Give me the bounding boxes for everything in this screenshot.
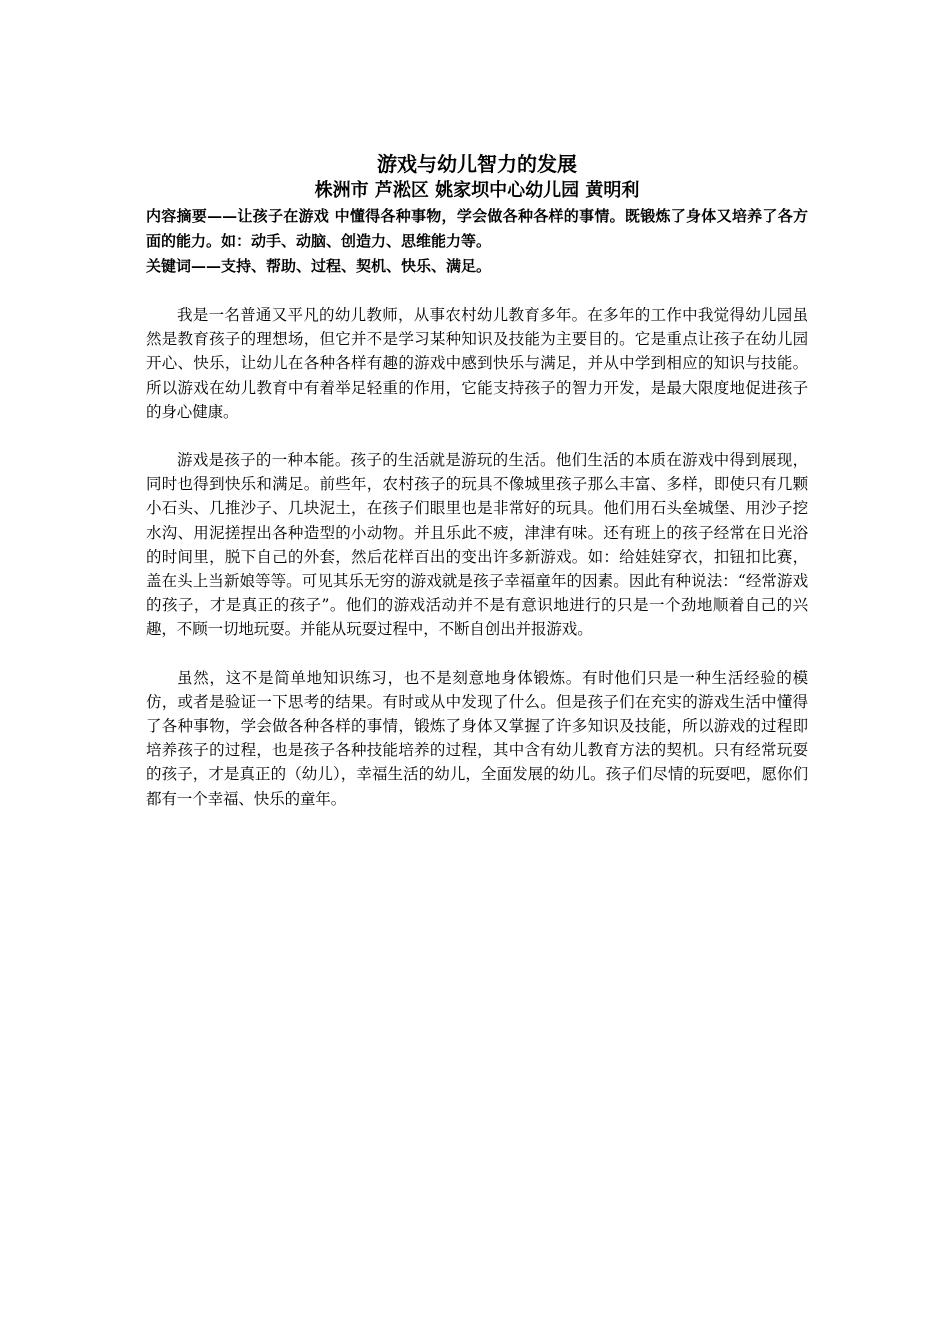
body-paragraph-1: 我是一名普通又平凡的幼儿教师，从事农村幼儿教育多年。在多年的工作中我觉得幼儿园虽然是教育孩子的理想场，但它并不是学习某种知识及技能为主要目的。它是重点让孩子在幼儿园开心、快乐，让幼儿在各种各样有趣的游戏中感到快乐与满足，并从中学到相应的知识与技能。所以游戏在幼儿教育中有着举足轻重的作用，它能支持孩子的智力开发，是最大限度地促进孩子的身心健康。	[146, 306, 808, 421]
document-title: 游戏与幼儿智力的发展	[377, 152, 577, 176]
abstract: 内容摘要——让孩子在游戏 中懂得各种事物，学会做各种各样的事情。既锻炼了身体又培养了各方面的能力。如：动手、动脑、创造力、思维能力等。	[146, 207, 808, 250]
keywords: 关键词——支持、帮助、过程、契机、快乐、满足。	[146, 257, 492, 275]
author-line: 株洲市 芦淞区 姚家坝中心幼儿园 黄明利	[314, 180, 640, 201]
body-paragraph-2: 游戏是孩子的一种本能。孩子的生活就是游玩的生活。他们生活的本质在游戏中得到展现，同时也得到快乐和满足。前些年，农村孩子的玩具不像城里孩子那么丰富、多样，即使只有几颗小石头、几推沙子、几块泥土，在孩子们眼里也是非常好的玩具。他们用石头垒城堡、用沙子挖水沟、用泥搓捏出各种造型的小动物。并且乐此不疲，津津有味。还有班上的孩子经常在日光浴的时间里，脱下自己的外套，然后花样百出的变出许多新游戏。如：给娃娃穿衣，扣钮扣比赛，盖在头上当新娘等等。可见其乐无穷的游戏就是孩子幸福童年的因素。因此有种说法：“经常游戏的孩子，才是真正的孩子”。他们的游戏活动并不是有意识地进行的只是一个劲地顺着自己的兴趣，不顾一切地玩耍。并能从玩耍过程中，不断自创出并报游戏。	[146, 451, 808, 639]
body-paragraph-3: 虽然，这不是简单地知识练习，也不是刻意地身体锻炼。有时他们只是一种生活经验的模仿，或者是验证一下思考的结果。有时或从中发现了什么。但是孩子们在充实的游戏生活中懂得了各种事物，学会做各种各样的事情，锻炼了身体又掌握了许多知识及技能，所以游戏的过程即培养孩子的过程，也是孩子各种技能培养的过程，其中含有幼儿教育方法的契机。只有经常玩耍的孩子，才是真正的（幼儿），幸福生活的幼儿，全面发展的幼儿。孩子们尽情的玩耍吧，愿你们都有一个幸福、快乐的童年。	[146, 668, 808, 808]
document-body	[146, 150, 808, 835]
section-gap	[146, 279, 808, 303]
